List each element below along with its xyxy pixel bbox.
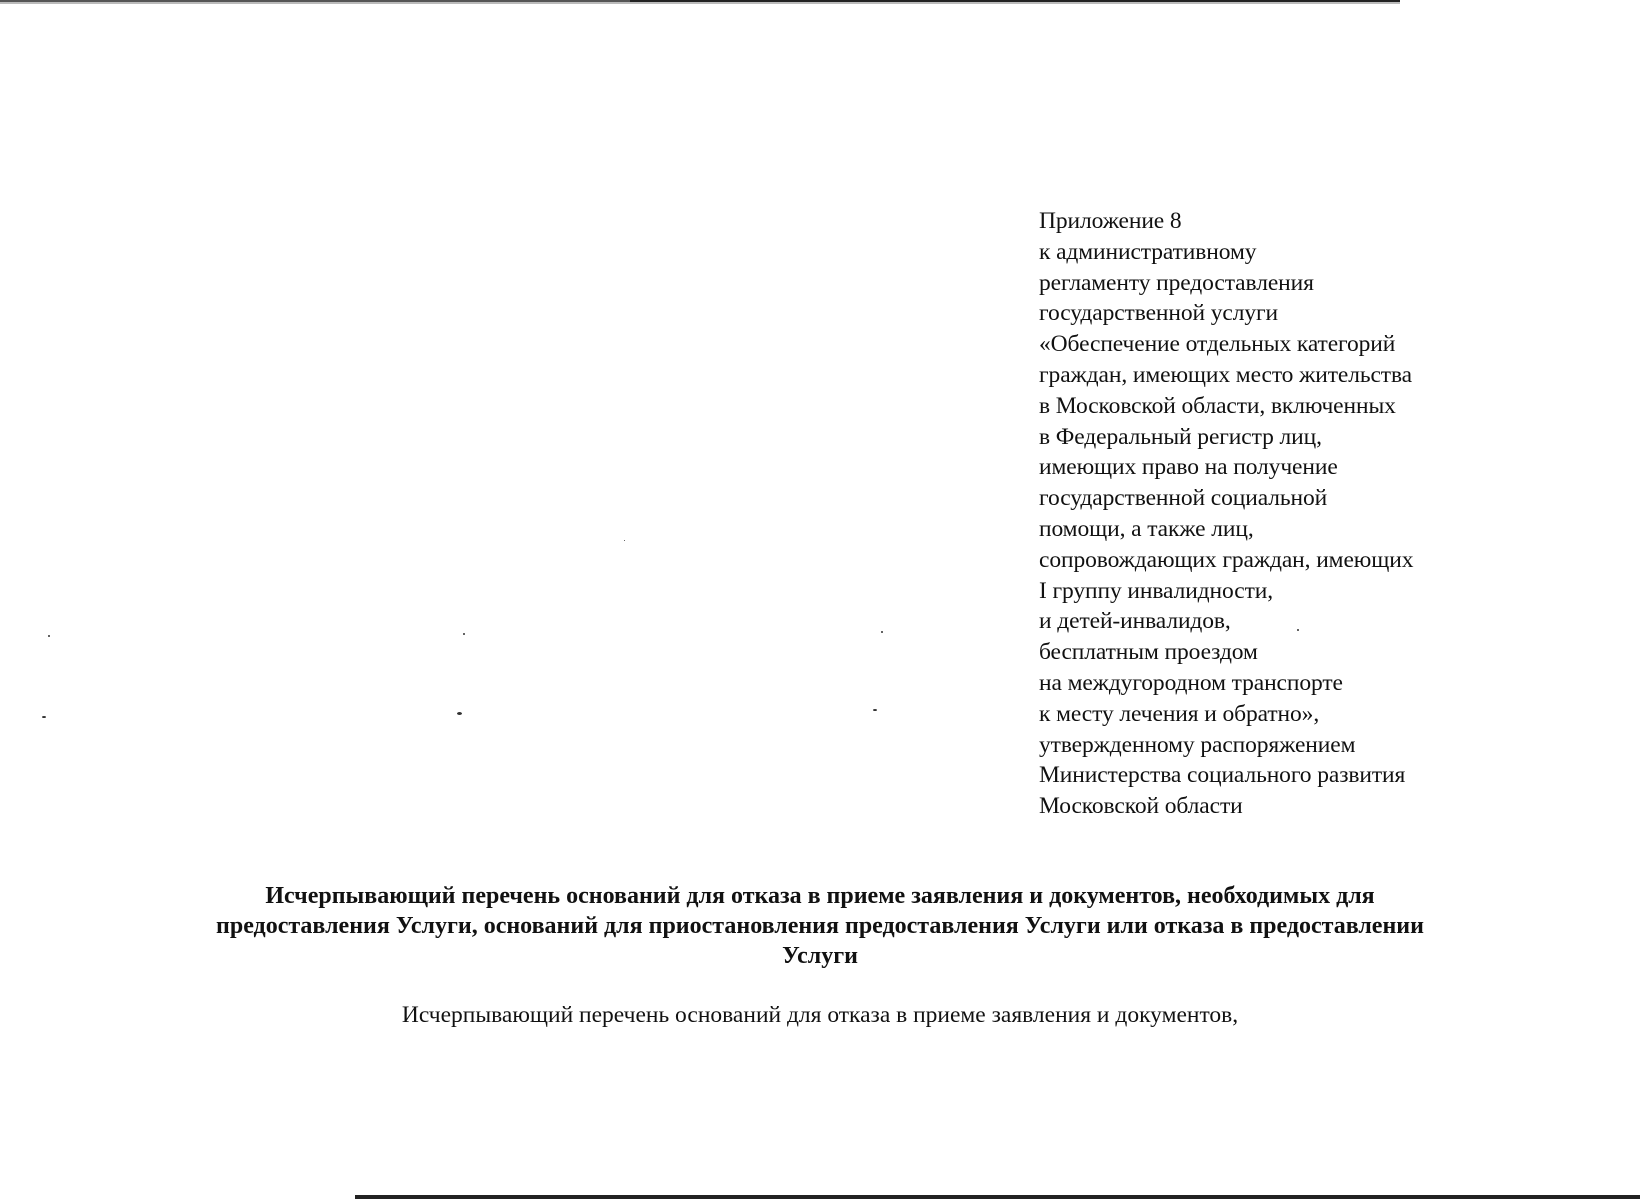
appendix-line: на междугородном транспорте [1039,669,1343,696]
scan-speck [463,633,465,635]
appendix-line: помощи, а также лиц, [1039,515,1254,542]
scan-speck [48,635,50,637]
scan-speck [873,709,877,711]
appendix-line: утвержденному распоряжением [1039,731,1356,758]
document-heading [150,881,1490,971]
scan-bottom-edge [355,1195,1640,1199]
heading-line: Услуги [782,943,858,969]
appendix-note [1039,206,1469,822]
scan-speck [42,716,46,718]
scan-speck [457,712,462,715]
scan-top-edge-dark [630,0,1400,2]
appendix-line: в Федеральный регистр лиц, [1039,423,1322,450]
appendix-line: Московской области [1039,793,1243,820]
heading-line: Исчерпывающий перечень оснований для отказа в приеме заявления и документов, необходимых для [265,883,1375,909]
appendix-line: государственной услуги [1039,300,1279,327]
appendix-line: к административному [1039,238,1257,265]
body-text: Исчерпывающий перечень оснований для отказа в приеме заявления и документов, [401,1002,1239,1028]
appendix-line: Приложение 8 [1039,208,1182,234]
appendix-line: граждан, имеющих место жительства [1039,361,1412,388]
scan-speck [881,631,883,633]
appendix-line: к месту лечения и обратно», [1039,700,1320,727]
appendix-line: I группу инвалидности, [1039,577,1274,604]
appendix-line: «Обеспечение отдельных категорий [1039,331,1396,358]
appendix-line: Министерства социального развития [1039,762,1406,789]
appendix-line: сопровождающих граждан, имеющих [1039,546,1414,573]
appendix-line: регламенту предоставления [1039,269,1314,296]
heading-line: предоставления Услуги, оснований для приостановления предоставления Услуги или отказа в предоставлении [216,913,1424,939]
appendix-line: и детей-инвалидов, [1039,608,1231,635]
scan-speck [624,540,625,541]
scan-speck [1297,629,1299,631]
appendix-line: в Московской области, включенных [1039,392,1396,419]
appendix-line: государственной социальной [1039,485,1328,512]
appendix-line: бесплатным проездом [1039,639,1258,666]
appendix-line: имеющих право на получение [1039,454,1338,481]
